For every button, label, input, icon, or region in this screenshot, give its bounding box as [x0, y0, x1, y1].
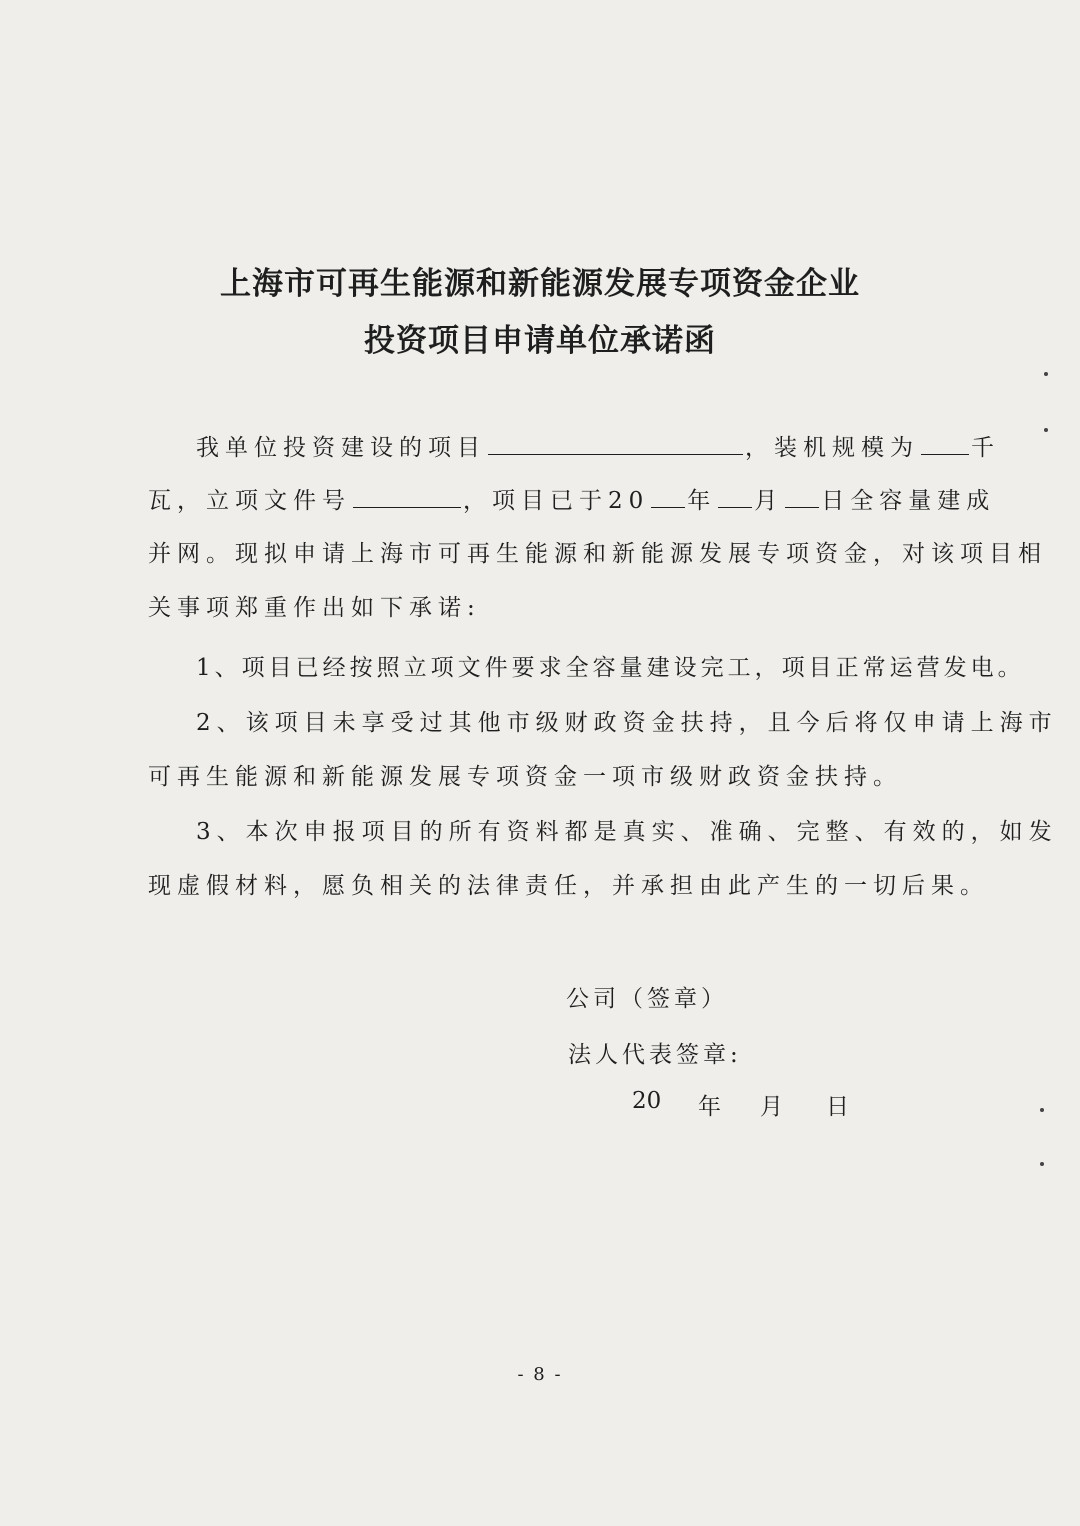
- scan-speck: [1040, 1108, 1044, 1112]
- company-seal-label: 公司（签章）: [566, 986, 728, 1012]
- document-title-line2: 投资项目申请单位承诺函: [364, 323, 716, 359]
- legal-rep-signature-label: 法人代表签章:: [568, 1042, 742, 1068]
- text-segment: 日全容量建成: [821, 488, 996, 514]
- paragraph-line: 关事项郑重作出如下承诺:: [148, 595, 481, 621]
- month-blank: [718, 483, 752, 508]
- text-segment: 年: [687, 488, 717, 514]
- year-blank: [651, 483, 685, 508]
- commitment-item-2-cont: 可再生能源和新能源发展专项资金一项市级财政资金扶持。: [148, 764, 902, 790]
- text-segment: 月: [754, 488, 784, 514]
- day-blank: [785, 483, 819, 508]
- text-segment: 瓦，立项文件号: [148, 488, 351, 514]
- signature-date-year: 20: [632, 1088, 662, 1114]
- signature-date-month-unit: 月: [760, 1094, 783, 1120]
- scan-speck: [1044, 428, 1048, 432]
- paragraph-line: [196, 430, 1000, 464]
- commitment-item-1: 1、项目已经按照立项文件要求全容量建设完工，项目正常运营发电。: [196, 655, 1025, 681]
- paragraph-line: [148, 483, 995, 517]
- scan-speck: [1040, 1162, 1044, 1166]
- document-title-line1: 上海市可再生能源和新能源发展专项资金企业: [220, 266, 860, 302]
- signature-date-year-unit: 年: [698, 1094, 721, 1120]
- capacity-blank: [921, 430, 969, 455]
- commitment-item-3: 3、本次申报项目的所有资料都是真实、准确、完整、有效的，如发: [196, 819, 1058, 845]
- commitment-item-2: 2、该项目未享受过其他市级财政资金扶持，且今后将仅申请上海市: [196, 710, 1058, 736]
- text-segment: ，项目已于20: [463, 488, 650, 514]
- signature-date-day-unit: 日: [826, 1094, 849, 1120]
- scan-speck: [1044, 372, 1048, 376]
- page-number: - 8 -: [517, 1364, 563, 1385]
- paragraph-line: 并网。现拟申请上海市可再生能源和新能源发展专项资金，对该项目相: [148, 541, 1047, 567]
- text-segment: 我单位投资建设的项目: [196, 435, 486, 461]
- commitment-item-3-cont: 现虚假材料，愿负相关的法律责任，并承担由此产生的一切后果。: [148, 873, 989, 899]
- approval-number-blank: [353, 483, 461, 508]
- text-segment: 千: [971, 435, 1000, 461]
- text-segment: ，装机规模为: [745, 435, 919, 461]
- project-name-blank: [488, 430, 743, 455]
